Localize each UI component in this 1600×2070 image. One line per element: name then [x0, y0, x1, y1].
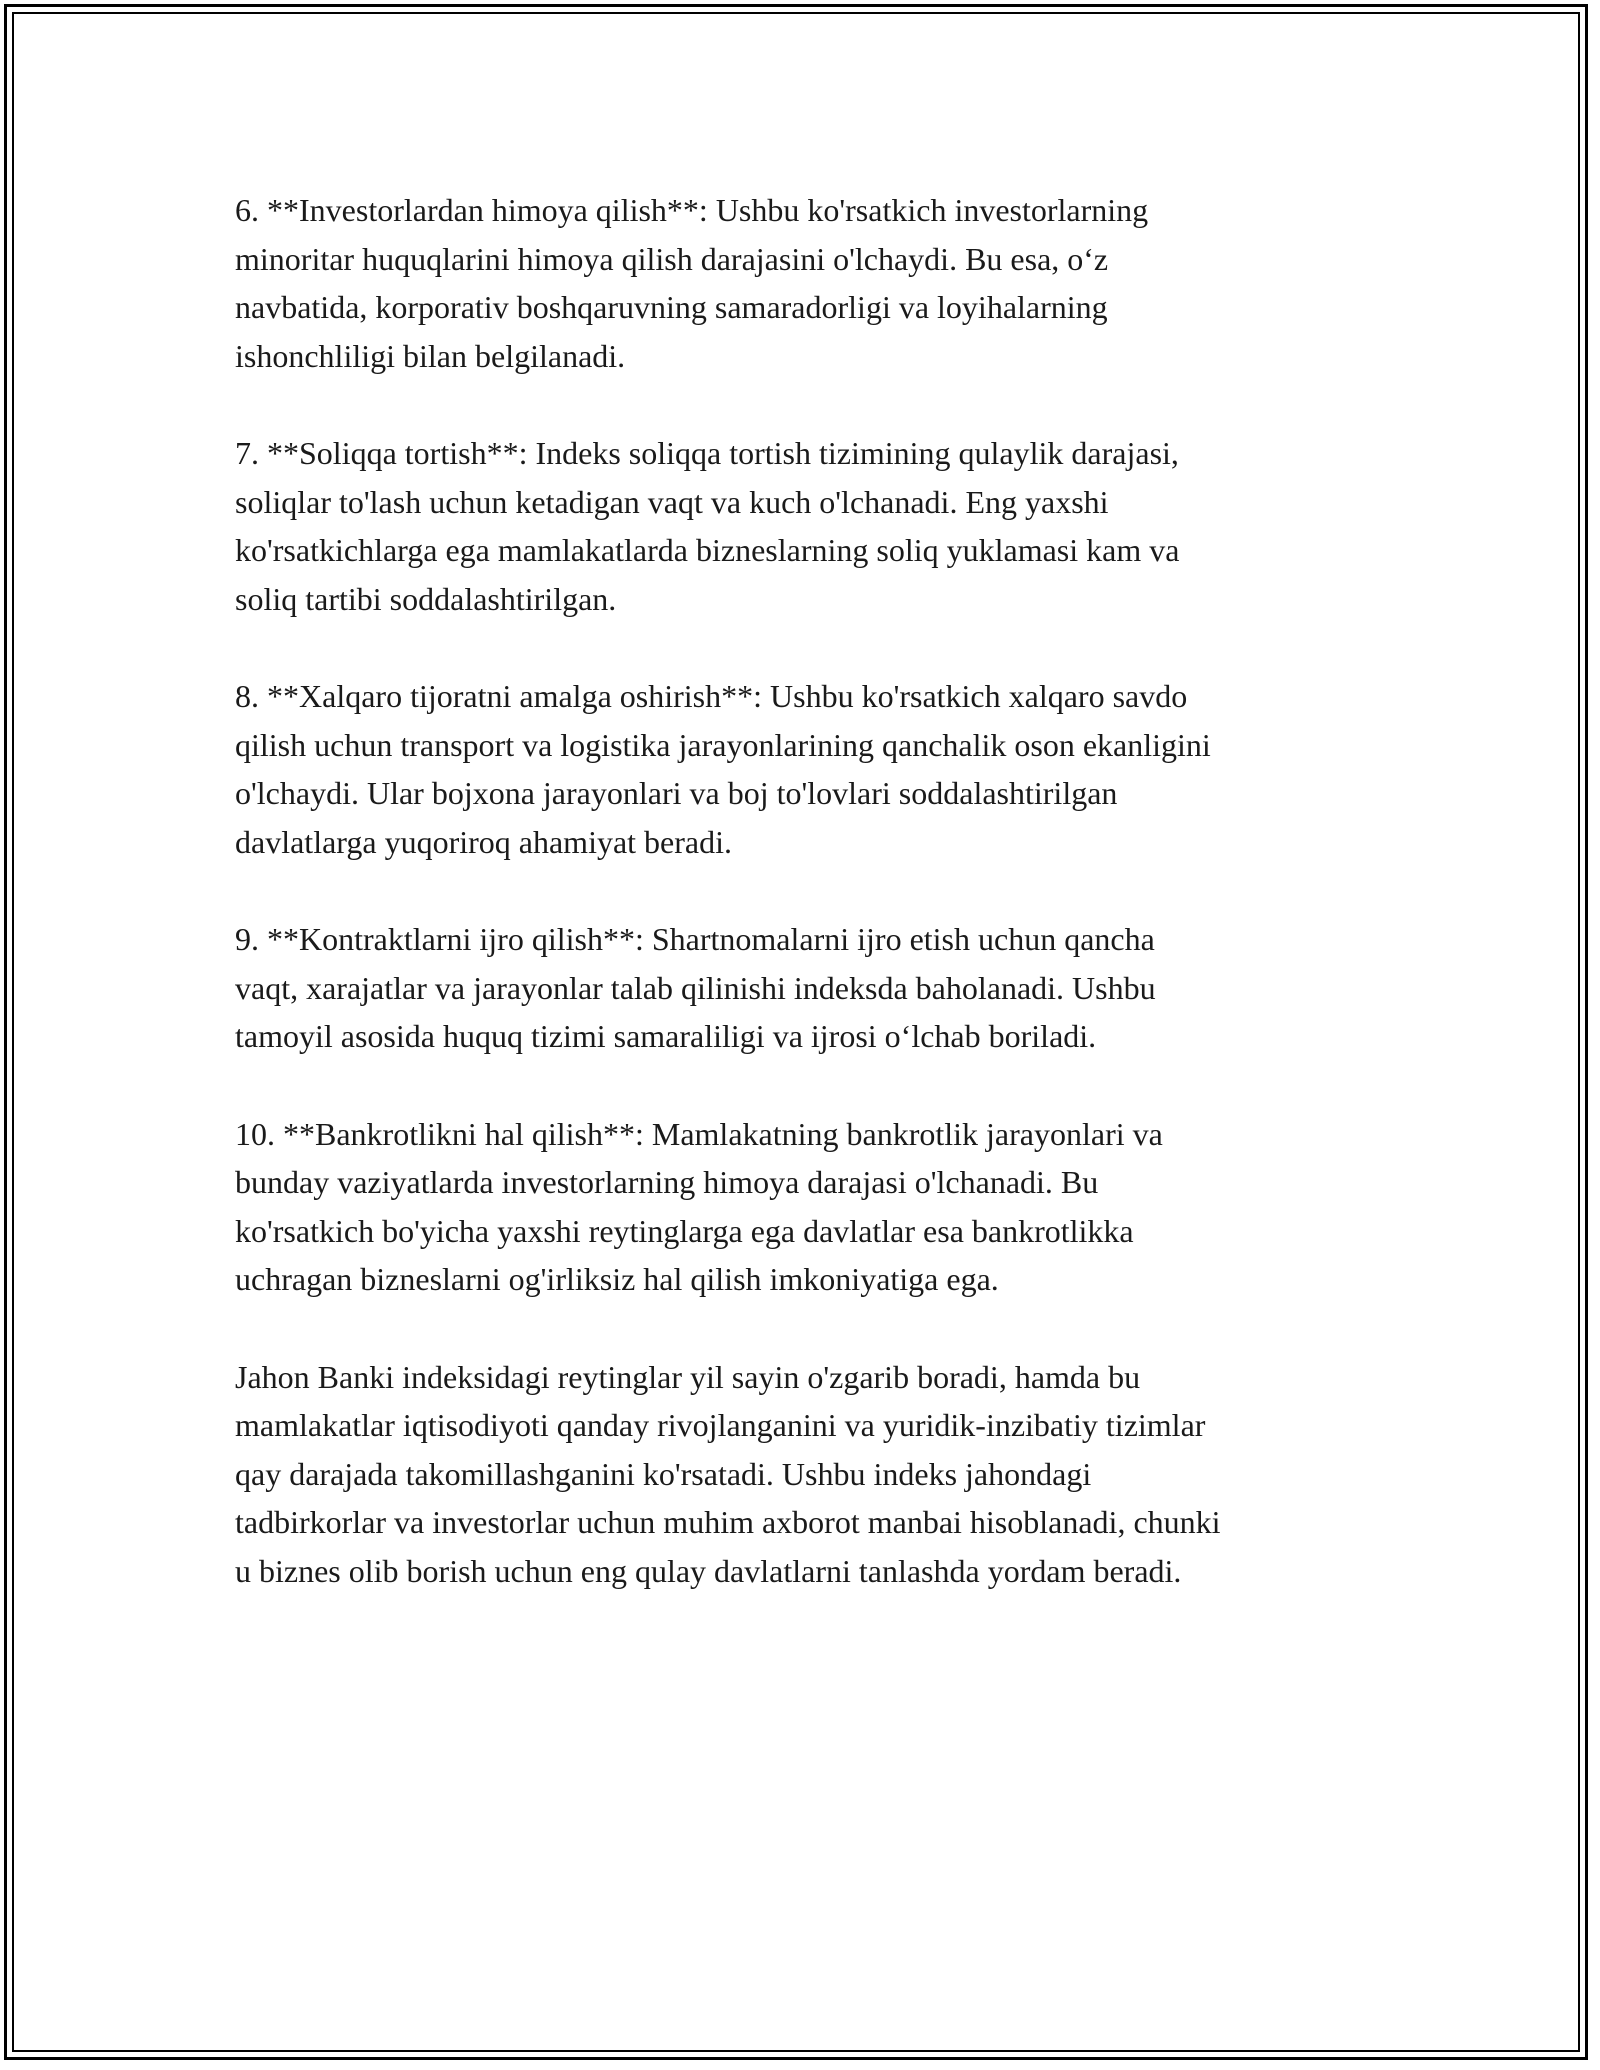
paragraph-taxation: 7. **Soliqqa tortish**: Indeks soliqqa tortish tizimining qulaylik darajasi, soliqlar to'lash uchun ketadigan vaqt va kuch o'lchanadi. Eng yaxshi ko'rsatkichlarga ega mamlakatlarda bizneslarning soliq yuklamasi kam va soliq tartibi soddalashtirilgan.	[235, 435, 1180, 617]
document-body	[235, 186, 1385, 1644]
paragraph-international-trade: 8. **Xalqaro tijoratni amalga oshirish**: Ushbu ko'rsatkich xalqaro savdo qilish uchun transport va logistika jarayonlarining qanchalik oson ekanligini o'lchaydi. Ular bojxona jarayonlari va boj to'lovlari soddalashtirilgan davlatlarga yuqoriroq ahamiyat beradi.	[235, 678, 1211, 860]
paragraph-investor-protection: 6. **Investorlardan himoya qilish**: Ushbu ko'rsatkich investorlarning minoritar huquqlarini himoya qilish darajasini o'lchaydi. Bu esa, o‘z navbatida, korporativ boshqaruvning samaradorligi va loyihalarning ishonchliligi bilan belgilanadi.	[235, 192, 1149, 374]
paragraph-conclusion: Jahon Banki indeksidagi reytinglar yil sayin o'zgarib boradi, hamda bu mamlakatlar iqtisodiyoti qanday rivojlanganini va yuridik-inzibatiy tizimlar qay darajada takomillashganini ko'rsatadi. Ushbu indeks jahondagi tadbirkorlar va investorlar uchun muhim axborot manbai hisoblanadi, chunki u biznes olib borish uchun eng qulay davlatlarni tanlashda yordam beradi.	[235, 1358, 1221, 1589]
paragraph-bankruptcy-resolution: 10. **Bankrotlikni hal qilish**: Mamlakatning bankrotlik jarayonlari va bunday vaziyatlarda investorlarning himoya darajasi o'lchanadi. Bu ko'rsatkich bo'yicha yaxshi reytinglarga ega davlatlar esa bankrotlikka uchragan bizneslarni og'irliksiz hal qilish imkoniyatiga ega.	[235, 1115, 1163, 1297]
paragraph-contract-enforcement: 9. **Kontraktlarni ijro qilish**: Shartnomalarni ijro etish uchun qancha vaqt, xarajatlar va jarayonlar talab qilinishi indeksda baholanadi. Ushbu tamoyil asosida huquq tizimi samaraliligi va ijrosi o‘lchab boriladi.	[235, 921, 1156, 1054]
